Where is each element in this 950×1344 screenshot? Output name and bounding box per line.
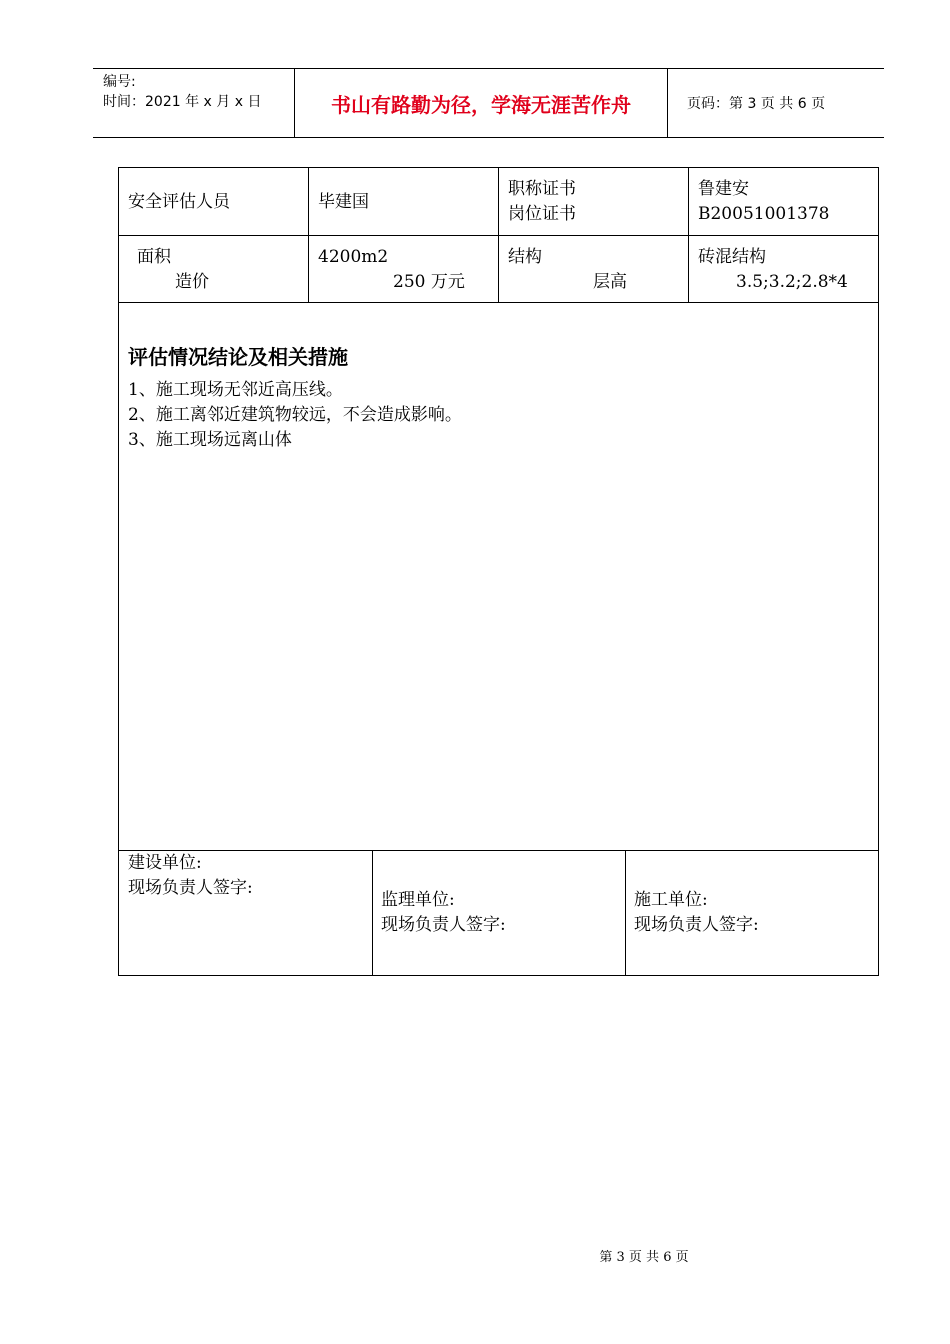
conclusion-item: 2、施工离邻近建筑物较远，不会造成影响。 (128, 405, 462, 425)
cost-value: 250 万元 (393, 272, 465, 292)
supervision-signer-label: 现场负责人签字: (381, 915, 506, 935)
cert-post-label: 岗位证书 (508, 204, 576, 224)
assessor-label: 安全评估人员 (128, 192, 230, 212)
cert-title-label: 职称证书 (508, 179, 576, 199)
document-number-label: 编号: (103, 74, 136, 90)
structure-label: 结构 (508, 247, 542, 267)
area-value: 4200m2 (318, 247, 389, 267)
construction-signer-label: 现场负责人签字: (128, 878, 253, 898)
builder-signer-label: 现场负责人签字: (634, 915, 759, 935)
column-divider (688, 168, 689, 302)
conclusion-heading: 评估情况结论及相关措施 (128, 345, 348, 369)
header-page-cell (677, 69, 883, 137)
conclusion-item: 3、施工现场远离山体 (128, 430, 292, 450)
cert-issuer: 鲁建安 (698, 179, 749, 199)
cert-number: B20051001378 (698, 204, 830, 224)
floor-height-label: 层高 (593, 272, 627, 292)
document-time-label: 时间：2021 年 x 月 x 日 (103, 94, 262, 110)
column-divider (372, 850, 373, 975)
conclusion-item: 1、施工现场无邻近高压线。 (128, 380, 343, 400)
assessment-table (118, 167, 879, 976)
header-motto: 书山有路勤为径，学海无涯苦作舟 (295, 69, 668, 137)
supervision-unit-label: 监理单位: (381, 890, 455, 910)
page-header (93, 68, 884, 138)
footer-page-number: 第 3 页 共 6 页 (599, 1250, 689, 1265)
row-divider (119, 850, 878, 851)
structure-value: 砖混结构 (698, 247, 766, 267)
builder-unit-label: 施工单位: (634, 890, 708, 910)
column-divider (308, 168, 309, 302)
assessor-name: 毕建国 (318, 192, 369, 212)
header-meta-cell (93, 69, 295, 137)
cost-label: 造价 (175, 272, 209, 292)
floor-height-value: 3.5;3.2;2.8*4 (736, 272, 848, 292)
column-divider (498, 168, 499, 302)
area-label: 面积 (137, 247, 171, 267)
column-divider (625, 850, 626, 975)
construction-unit-label: 建设单位: (128, 853, 202, 873)
page-footer (0, 1246, 950, 1265)
row-divider (119, 302, 878, 303)
header-page-number: 页码：第 3 页 共 6 页 (687, 96, 826, 112)
